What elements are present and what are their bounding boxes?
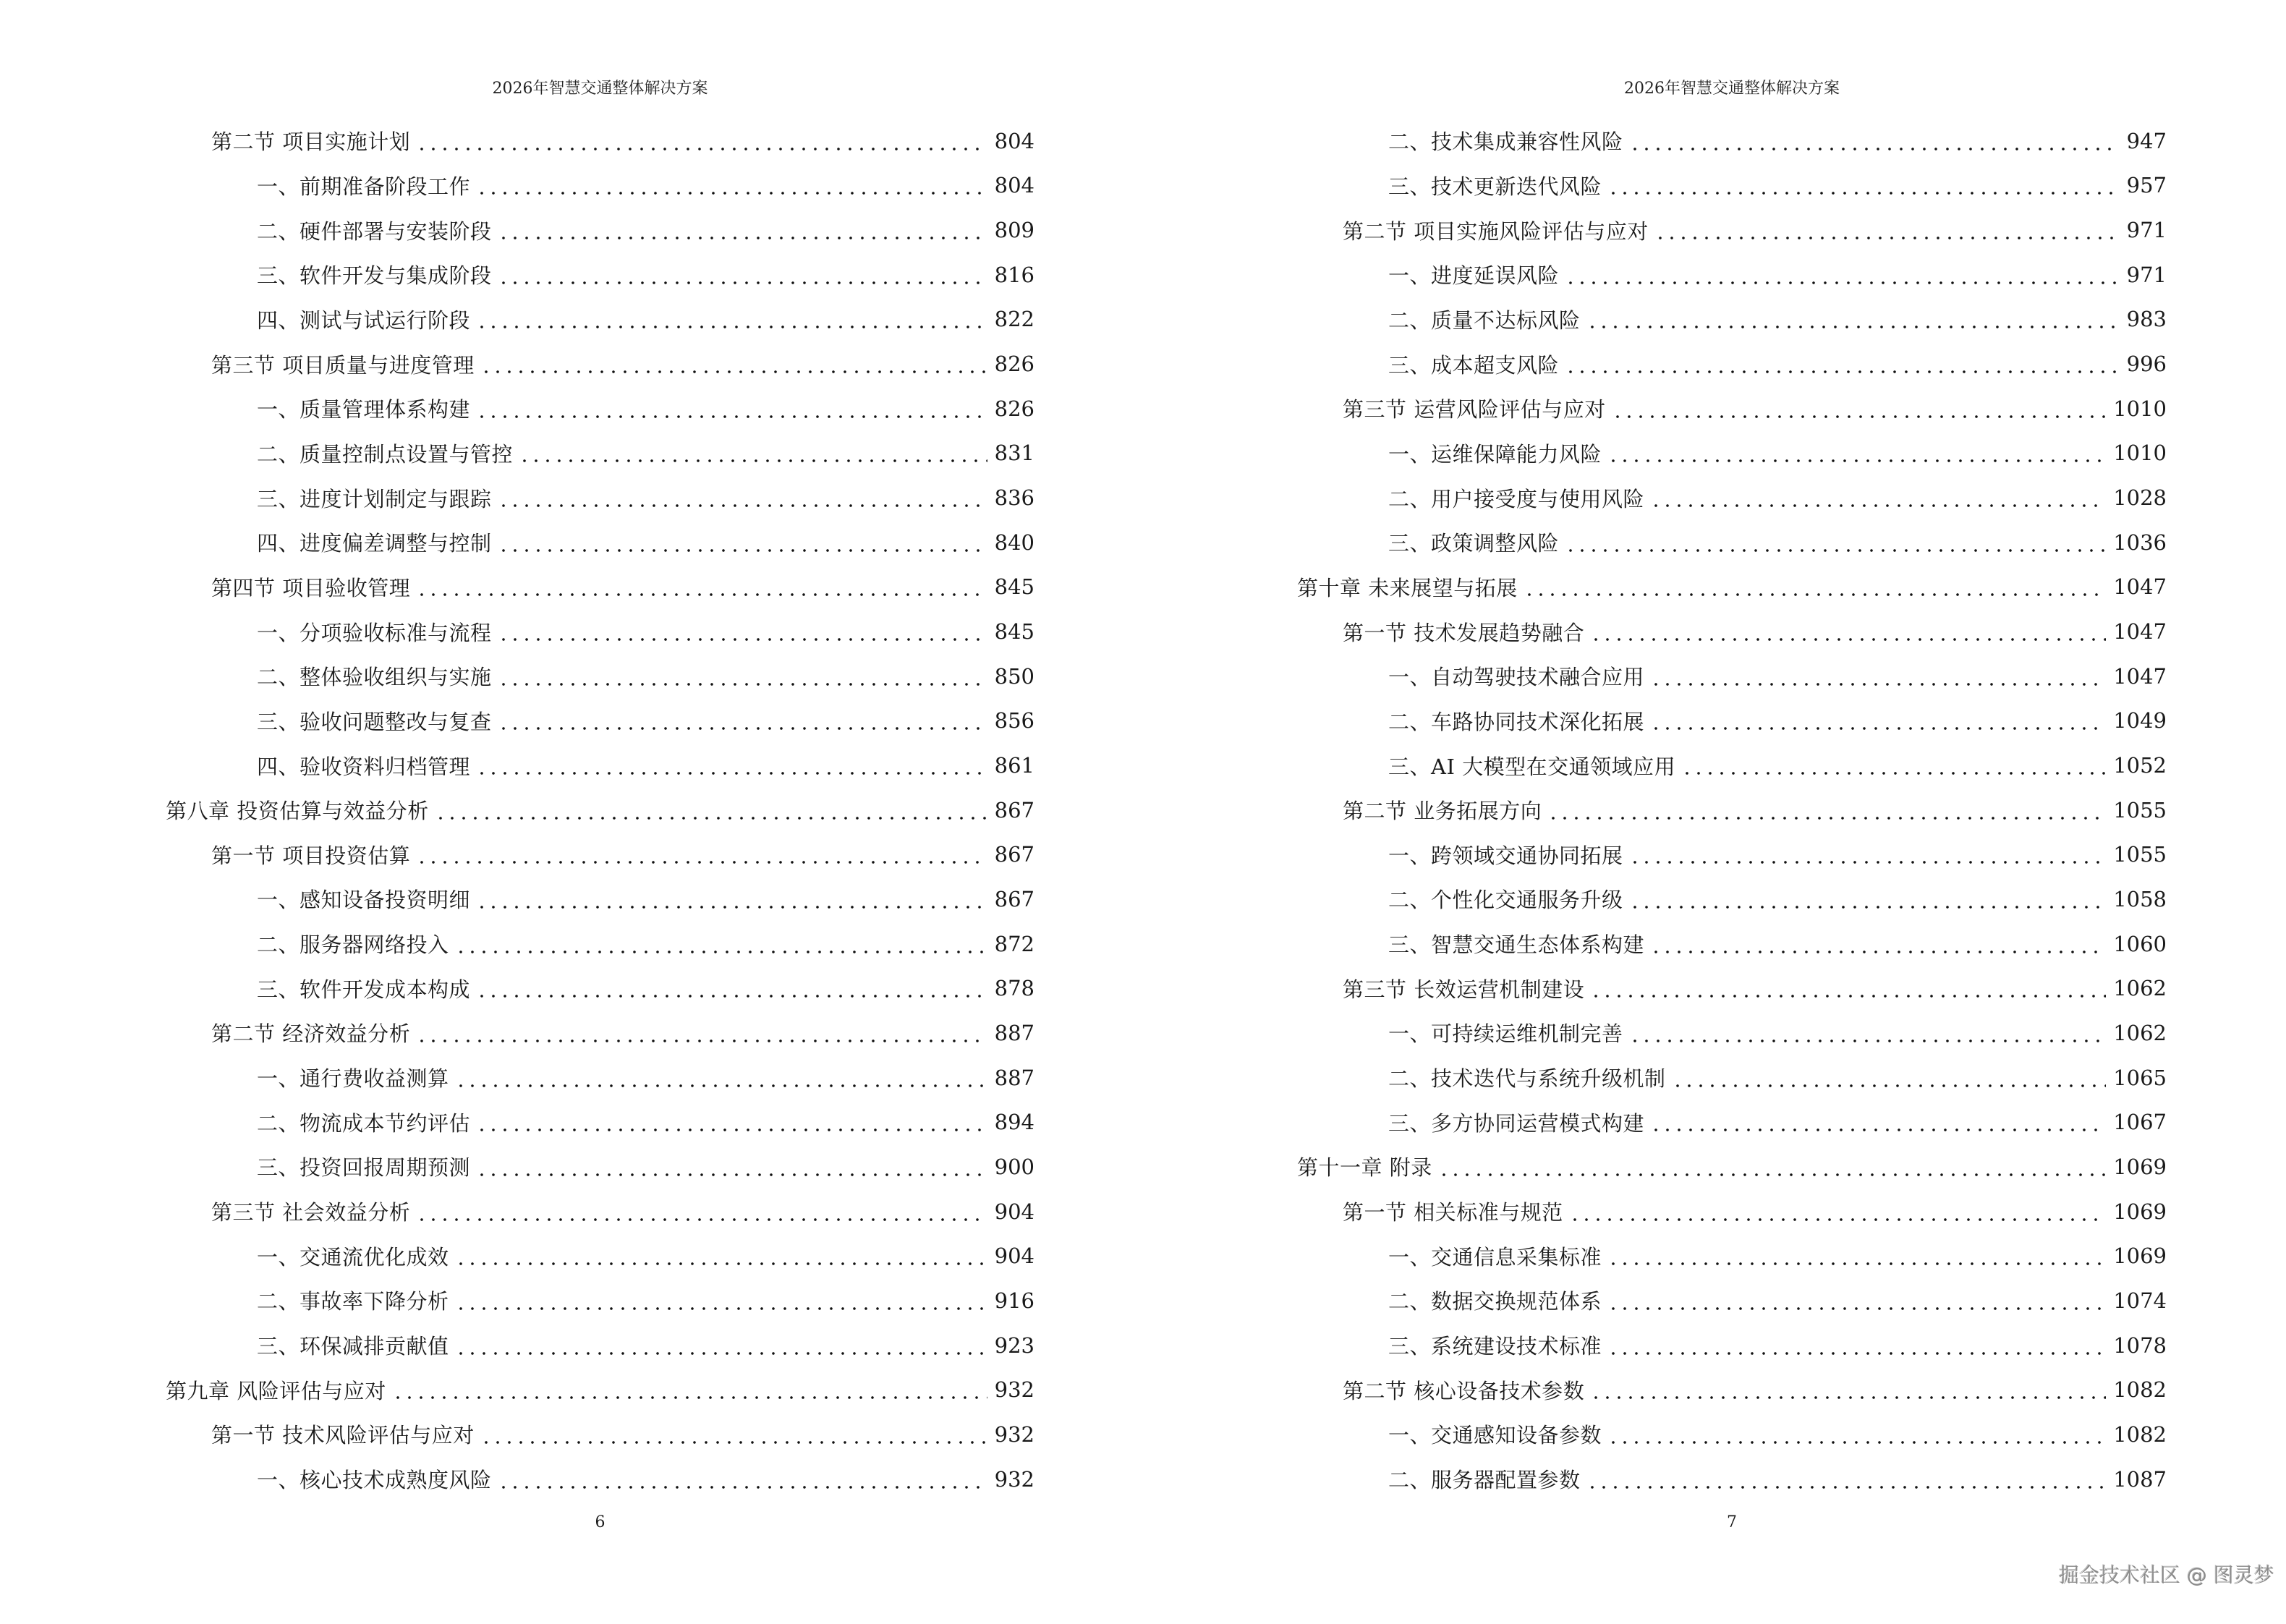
toc-entry-chapter[interactable] (1297, 1144, 2167, 1189)
toc-entry-chapter[interactable] (166, 1367, 1034, 1412)
toc-entry-title: 二、质量控制点设置与管控 (257, 441, 514, 467)
dot-leader (476, 977, 987, 999)
toc-entry-section[interactable] (1297, 386, 2167, 431)
toc-entry-subsection[interactable] (1297, 119, 2167, 163)
toc-entry-title: 一、交通信息采集标准 (1388, 1244, 1602, 1270)
toc-entry-title: 一、运维保障能力风险 (1388, 441, 1602, 467)
toc-entry-title: 一、进度延误风险 (1388, 263, 1560, 289)
page-number: 6 (595, 1513, 606, 1531)
toc-entry-page-number: 840 (994, 530, 1034, 555)
toc-entry-title: 三、投资回报周期预测 (257, 1155, 471, 1181)
toc-entry-subsection[interactable] (1297, 1323, 2167, 1368)
dot-leader (1586, 1468, 2107, 1490)
toc-entry-page-number: 904 (994, 1199, 1034, 1224)
toc-entry-title: 三、成本超支风险 (1388, 352, 1560, 378)
table-of-contents (166, 119, 1034, 1501)
dot-leader (498, 666, 987, 687)
dot-leader (1650, 487, 2106, 509)
toc-entry-page-number: 826 (994, 396, 1034, 421)
dot-leader (416, 1201, 987, 1223)
toc-entry-title: 一、自动驾驶技术融合应用 (1388, 665, 1645, 690)
toc-entry-page-number: 836 (994, 485, 1034, 511)
toc-entry-title: 三、环保减排贡献值 (257, 1334, 449, 1359)
toc-entry-page-number: 916 (994, 1288, 1034, 1313)
toc-entry-subsection[interactable] (1297, 654, 2167, 699)
toc-entry-subsection[interactable] (1297, 1100, 2167, 1144)
toc-entry-title: 二、服务器配置参数 (1388, 1468, 1581, 1493)
toc-entry-title: 三、技术更新迭代风险 (1388, 174, 1602, 199)
toc-entry-subsection[interactable] (166, 386, 1034, 431)
toc-entry-subsection[interactable] (1297, 922, 2167, 966)
dot-leader (1607, 174, 2120, 196)
dot-leader (1629, 1022, 2107, 1044)
dot-leader (1672, 1067, 2107, 1089)
toc-entry-title: 第十章 未来展望与拓展 (1297, 575, 1518, 600)
toc-entry-page-number: 983 (2126, 307, 2167, 332)
toc-entry-title: 第三节 运营风险评估与应对 (1343, 397, 1606, 422)
toc-entry-page-number: 1069 (2113, 1243, 2167, 1269)
toc-entry-title: 三、智慧交通生态体系构建 (1388, 932, 1645, 958)
toc-entry-section[interactable] (1297, 966, 2167, 1011)
dot-leader (1650, 1111, 2106, 1133)
toc-entry-title: 一、核心技术成熟度风险 (257, 1468, 492, 1493)
toc-entry-subsection[interactable] (166, 1144, 1034, 1189)
toc-entry-page-number: 1058 (2113, 886, 2167, 911)
toc-entry-page-number: 957 (2126, 173, 2167, 198)
toc-entry-title: 三、多方协同运营模式构建 (1388, 1110, 1645, 1136)
toc-entry-title: 一、分项验收标准与流程 (257, 620, 492, 645)
dot-leader (1607, 442, 2106, 464)
toc-entry-page-number: 850 (994, 663, 1034, 689)
toc-entry-title: 第二节 项目实施计划 (211, 129, 411, 155)
toc-entry-title: 二、车路协同技术深化拓展 (1388, 709, 1645, 734)
toc-entry-page-number: 872 (994, 931, 1034, 956)
dot-leader (1565, 532, 2106, 553)
toc-entry-title: 二、个性化交通服务升级 (1388, 888, 1623, 913)
toc-entry-title: 三、验收问题整改与复查 (257, 709, 492, 734)
toc-entry-subsection[interactable] (166, 743, 1034, 788)
toc-entry-title: 第一节 项目投资估算 (211, 843, 411, 868)
toc-entry-subsection[interactable] (166, 1100, 1034, 1144)
toc-entry-page-number: 826 (994, 352, 1034, 377)
toc-entry-page-number: 932 (994, 1377, 1034, 1403)
toc-entry-page-number: 947 (2126, 128, 2167, 153)
toc-entry-title: 三、软件开发与集成阶段 (257, 263, 492, 289)
toc-entry-page-number: 804 (994, 173, 1034, 198)
toc-entry-title: 一、感知设备投资明细 (257, 888, 471, 913)
toc-entry-title: 第一节 技术发展趋势融合 (1343, 620, 1585, 645)
toc-entry-title: 第八章 投资估算与效益分析 (166, 799, 429, 824)
toc-entry-page-number: 1052 (2113, 753, 2167, 778)
dot-leader (480, 1424, 987, 1445)
toc-entry-title: 二、数据交换规范体系 (1388, 1289, 1602, 1314)
dot-leader (476, 1156, 987, 1178)
toc-entry-subsection[interactable] (1297, 699, 2167, 744)
toc-entry-title: 四、测试与试运行阶段 (257, 307, 471, 333)
toc-entry-page-number: 971 (2126, 218, 2167, 243)
toc-entry-subsection[interactable] (166, 1278, 1034, 1323)
toc-entry-page-number: 1055 (2113, 842, 2167, 867)
toc-entry-title: 第二节 核心设备技术参数 (1343, 1378, 1585, 1403)
dot-leader (1438, 1156, 2106, 1178)
toc-entry-page-number: 816 (994, 262, 1034, 287)
dot-leader (455, 1245, 987, 1267)
dot-leader (1650, 666, 2106, 687)
dot-leader (476, 888, 987, 910)
toc-entry-page-number: 887 (994, 1020, 1034, 1045)
toc-entry-section[interactable] (1297, 1189, 2167, 1234)
toc-entry-title: 三、进度计划制定与跟踪 (257, 486, 492, 511)
toc-entry-page-number: 1047 (2113, 574, 2167, 600)
dot-leader (1629, 888, 2107, 910)
toc-entry-page-number: 971 (2126, 262, 2167, 287)
dot-leader (1565, 264, 2120, 286)
dot-leader (1590, 1379, 2106, 1400)
toc-entry-title: 二、事故率下降分析 (257, 1289, 449, 1314)
toc-entry-subsection[interactable] (1297, 1412, 2167, 1457)
toc-entry-title: 二、服务器网络投入 (257, 932, 449, 958)
toc-entry-title: 第一节 相关标准与规范 (1343, 1200, 1563, 1225)
toc-entry-title: 第二节 项目实施风险评估与应对 (1343, 218, 1649, 244)
dot-leader (416, 576, 987, 598)
toc-entry-title: 二、质量不达标风险 (1388, 307, 1581, 333)
toc-entry-subsection[interactable] (166, 252, 1034, 297)
toc-entry-page-number: 1062 (2113, 976, 2167, 1001)
toc-entry-page-number: 1047 (2113, 663, 2167, 689)
toc-entry-section[interactable] (1297, 609, 2167, 654)
dot-leader (1629, 130, 2120, 152)
dot-leader (416, 843, 987, 865)
toc-entry-subsection[interactable] (166, 609, 1034, 654)
toc-entry-subsection[interactable] (1297, 1055, 2167, 1100)
toc-entry-chapter[interactable] (1297, 565, 2167, 610)
dot-leader (519, 442, 987, 464)
toc-entry-subsection[interactable] (1297, 163, 2167, 208)
dot-leader (435, 799, 987, 821)
dot-leader (455, 1335, 987, 1356)
toc-entry-subsection[interactable] (1297, 1011, 2167, 1055)
dot-leader (1607, 1424, 2106, 1445)
toc-entry-subsection[interactable] (1297, 520, 2167, 565)
toc-entry-page-number: 861 (994, 753, 1034, 778)
toc-entry-page-number: 1062 (2113, 1020, 2167, 1045)
toc-entry-subsection[interactable] (166, 475, 1034, 520)
toc-entry-subsection[interactable] (1297, 297, 2167, 342)
dot-leader (480, 353, 987, 375)
dot-leader (416, 130, 987, 152)
dot-leader (1654, 219, 2120, 241)
toc-entry-subsection[interactable] (166, 654, 1034, 699)
toc-entry-title: 一、前期准备阶段工作 (257, 174, 471, 199)
dot-leader (476, 174, 987, 196)
toc-entry-page-number: 845 (994, 574, 1034, 600)
toc-entry-title: 三、AI 大模型在交通领域应用 (1388, 754, 1676, 779)
dot-leader (1607, 1245, 2106, 1267)
toc-entry-section[interactable] (1297, 208, 2167, 252)
toc-entry-subsection[interactable] (1297, 431, 2167, 476)
toc-entry-page-number: 809 (994, 218, 1034, 243)
toc-entry-title: 一、质量管理体系构建 (257, 397, 471, 422)
toc-entry-page-number: 1036 (2113, 530, 2167, 555)
toc-entry-page-number: 1010 (2113, 396, 2167, 421)
toc-entry-subsection[interactable] (166, 966, 1034, 1011)
toc-entry-subsection[interactable] (1297, 252, 2167, 297)
toc-entry-subsection[interactable] (1297, 1457, 2167, 1502)
toc-entry-page-number: 1078 (2113, 1332, 2167, 1358)
toc-entry-subsection[interactable] (1297, 743, 2167, 788)
toc-entry-page-number: 856 (994, 708, 1034, 734)
toc-entry-title: 一、通行费收益测算 (257, 1066, 449, 1092)
toc-entry-subsection[interactable] (166, 922, 1034, 966)
toc-entry-subsection[interactable] (1297, 1278, 2167, 1323)
toc-entry-subsection[interactable] (166, 297, 1034, 342)
toc-entry-page-number: 1047 (2113, 619, 2167, 645)
toc-entry-section[interactable] (166, 1412, 1034, 1457)
toc-entry-subsection[interactable] (1297, 833, 2167, 877)
toc-entry-page-number: 1082 (2113, 1421, 2167, 1447)
toc-entry-page-number: 1049 (2113, 708, 2167, 734)
toc-entry-page-number: 1074 (2113, 1288, 2167, 1313)
dot-leader (1590, 621, 2106, 642)
toc-entry-page-number: 1067 (2113, 1110, 2167, 1135)
dot-leader (498, 1468, 987, 1490)
dot-leader (476, 754, 987, 776)
toc-entry-page-number: 1087 (2113, 1466, 2167, 1492)
table-of-contents (1297, 119, 2167, 1501)
toc-entry-section[interactable] (166, 833, 1034, 877)
dot-leader (1586, 308, 2120, 330)
toc-entry-title: 三、系统建设技术标准 (1388, 1334, 1602, 1359)
toc-entry-page-number: 1060 (2113, 931, 2167, 956)
dot-leader (455, 1290, 987, 1311)
dot-leader (476, 1111, 987, 1133)
toc-entry-subsection[interactable] (166, 1233, 1034, 1278)
toc-entry-subsection[interactable] (1297, 475, 2167, 520)
toc-entry-title: 第九章 风险评估与应对 (166, 1378, 386, 1403)
toc-entry-page-number: 932 (994, 1466, 1034, 1492)
toc-entry-page-number: 1065 (2113, 1065, 2167, 1090)
watermark: 掘金技术社区 @ 图灵梦 (2059, 1563, 2274, 1587)
toc-entry-section[interactable] (166, 565, 1034, 610)
running-header: 2026年智慧交通整体解决方案 (1624, 80, 1840, 98)
dot-leader (1547, 799, 2106, 821)
dot-leader (1650, 933, 2106, 955)
toc-entry-title: 一、跨领域交通协同拓展 (1388, 843, 1623, 868)
dot-leader (1650, 710, 2106, 731)
toc-entry-subsection[interactable] (166, 520, 1034, 565)
toc-entry-title: 第二节 业务拓展方向 (1343, 799, 1542, 824)
toc-entry-page-number: 845 (994, 619, 1034, 645)
toc-entry-subsection[interactable] (166, 163, 1034, 208)
toc-entry-title: 第三节 项目质量与进度管理 (211, 352, 475, 378)
toc-entry-page-number: 1055 (2113, 797, 2167, 822)
toc-entry-page-number: 831 (994, 441, 1034, 466)
toc-entry-page-number: 878 (994, 976, 1034, 1001)
page-number: 7 (1727, 1513, 1737, 1531)
toc-entry-page-number: 867 (994, 886, 1034, 911)
dot-leader (1569, 1201, 2106, 1223)
dot-leader (498, 264, 987, 286)
toc-entry-section[interactable] (1297, 1367, 2167, 1412)
dot-leader (476, 308, 987, 330)
toc-entry-page-number: 1069 (2113, 1199, 2167, 1224)
toc-entry-title: 二、整体验收组织与实施 (257, 665, 492, 690)
toc-entry-page-number: 1028 (2113, 485, 2167, 511)
dot-leader (455, 1067, 987, 1089)
toc-entry-page-number: 1082 (2113, 1377, 2167, 1403)
dot-leader (1629, 843, 2107, 865)
toc-entry-section[interactable] (166, 119, 1034, 163)
toc-entry-title: 第一节 技术风险评估与应对 (211, 1423, 475, 1448)
toc-entry-page-number: 867 (994, 797, 1034, 822)
toc-entry-title: 第四节 项目验收管理 (211, 575, 411, 600)
toc-entry-page-number: 887 (994, 1065, 1034, 1090)
dot-leader (392, 1379, 987, 1400)
toc-entry-title: 二、技术迭代与系统升级机制 (1388, 1066, 1666, 1092)
dot-leader (1524, 576, 2106, 598)
toc-entry-page-number: 1010 (2113, 441, 2167, 466)
toc-entry-title: 三、软件开发成本构成 (257, 977, 471, 1002)
dot-leader (498, 621, 987, 642)
toc-entry-subsection[interactable] (1297, 1233, 2167, 1278)
toc-entry-subsection[interactable] (166, 877, 1034, 922)
toc-entry-title: 二、用户接受度与使用风险 (1388, 486, 1645, 511)
toc-entry-title: 四、验收资料归档管理 (257, 754, 471, 779)
toc-entry-page-number: 932 (994, 1421, 1034, 1447)
dot-leader (1607, 1335, 2106, 1356)
dot-leader (1590, 977, 2106, 999)
toc-entry-title: 二、物流成本节约评估 (257, 1110, 471, 1136)
toc-entry-subsection[interactable] (166, 1055, 1034, 1100)
dot-leader (498, 532, 987, 553)
toc-entry-section[interactable] (166, 341, 1034, 386)
toc-entry-subsection[interactable] (1297, 341, 2167, 386)
toc-entry-subsection[interactable] (166, 1457, 1034, 1502)
toc-entry-title: 二、硬件部署与安装阶段 (257, 218, 492, 244)
toc-entry-page-number: 996 (2126, 352, 2167, 377)
dot-leader (1565, 353, 2120, 375)
toc-entry-chapter[interactable] (166, 788, 1034, 833)
toc-entry-subsection[interactable] (166, 1323, 1034, 1368)
dot-leader (1681, 754, 2106, 776)
dot-leader (498, 219, 987, 241)
toc-entry-page-number: 867 (994, 842, 1034, 867)
toc-entry-subsection[interactable] (166, 208, 1034, 252)
dot-leader (416, 1022, 987, 1044)
toc-entry-subsection[interactable] (166, 431, 1034, 476)
toc-entry-page-number: 822 (994, 307, 1034, 332)
toc-entry-title: 第三节 社会效益分析 (211, 1200, 411, 1225)
toc-entry-title: 二、技术集成兼容性风险 (1388, 129, 1623, 155)
toc-entry-title: 三、政策调整风险 (1388, 531, 1560, 556)
dot-leader (476, 398, 987, 420)
dot-leader (498, 710, 987, 731)
running-header: 2026年智慧交通整体解决方案 (492, 80, 708, 98)
toc-entry-section[interactable] (1297, 788, 2167, 833)
right-page (1143, 0, 2286, 1624)
toc-entry-title: 一、可持续运维机制完善 (1388, 1021, 1623, 1047)
toc-entry-page-number: 904 (994, 1243, 1034, 1269)
dot-leader (455, 933, 987, 955)
toc-entry-page-number: 900 (994, 1154, 1034, 1179)
toc-entry-title: 第十一章 附录 (1297, 1155, 1432, 1181)
toc-entry-subsection[interactable] (1297, 877, 2167, 922)
toc-entry-page-number: 1069 (2113, 1154, 2167, 1179)
toc-entry-subsection[interactable] (166, 699, 1034, 744)
dot-leader (498, 487, 987, 509)
toc-entry-title: 第三节 长效运营机制建设 (1343, 977, 1585, 1002)
dot-leader (1607, 1290, 2106, 1311)
toc-entry-page-number: 804 (994, 128, 1034, 153)
toc-entry-page-number: 894 (994, 1110, 1034, 1135)
toc-entry-section[interactable] (166, 1011, 1034, 1055)
toc-entry-title: 一、交通流优化成效 (257, 1244, 449, 1270)
toc-entry-title: 一、交通感知设备参数 (1388, 1423, 1602, 1448)
toc-entry-section[interactable] (166, 1189, 1034, 1234)
toc-entry-page-number: 923 (994, 1332, 1034, 1358)
toc-entry-title: 四、进度偏差调整与控制 (257, 531, 492, 556)
dot-leader (1612, 398, 2106, 420)
toc-entry-title: 第二节 经济效益分析 (211, 1021, 411, 1047)
